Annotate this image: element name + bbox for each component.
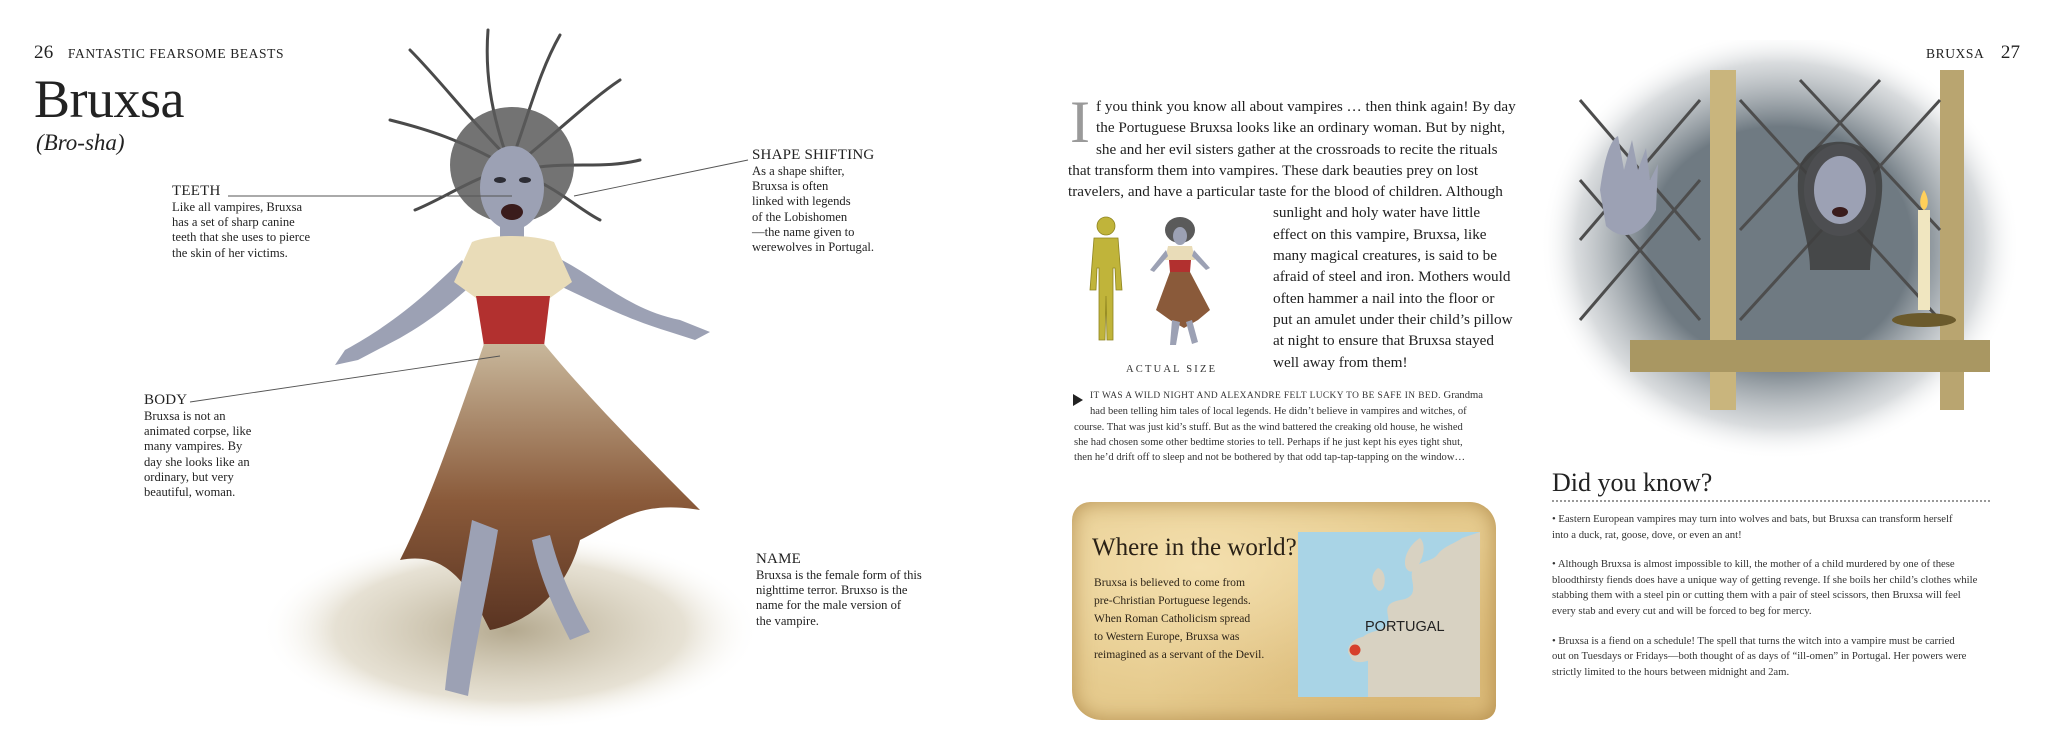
story-line: she had chosen some other bedtime stories to tell. Perhaps if he just kept his eyes tight shut, <box>1074 436 1463 448</box>
window-scene-illustration <box>1540 40 2020 470</box>
wiw-line: When Roman Catholicism spread <box>1094 612 1251 626</box>
size-comparison <box>1080 210 1240 360</box>
intro-line: f you think you know all about vampires … then think again! By day <box>1096 98 1516 115</box>
europe-map <box>1298 532 1480 697</box>
callout-shape-heading: SHAPE SHIFTING <box>752 147 875 163</box>
intro-line: she and her evil sisters gather at the crossroads to recite the rituals <box>1096 140 1498 158</box>
intro-line: many magical creatures, is said to be <box>1273 247 1497 265</box>
fact-line: • Eastern European vampires may turn into wolves and bats, but Bruxsa can transform herself <box>1552 513 1953 525</box>
page-number-right: 27 <box>2000 42 2021 63</box>
did-you-know-rule <box>1552 500 1990 502</box>
page-title: Bruxsa <box>34 69 184 129</box>
page-number-left: 26 <box>34 42 54 63</box>
intro-line: put an amulet under their child’s pillow <box>1273 310 1513 328</box>
intro-line: the Portuguese Bruxsa looks like an ordinary woman. But by night, <box>1096 119 1506 137</box>
candle-holder <box>1892 313 1956 327</box>
where-in-world-text <box>1094 574 1294 664</box>
window-sill <box>1630 340 1990 372</box>
story-lead-in: IT WAS A WILD NIGHT AND ALEXANDRE FELT LUCKY TO BE SAFE IN BED. <box>1090 391 1441 401</box>
human-silhouette <box>1090 217 1122 340</box>
wiw-line: pre-Christian Portuguese legends. <box>1094 594 1251 608</box>
intro-line: often hammer a nail into the floor or <box>1273 289 1495 307</box>
callout-name <box>756 551 956 629</box>
intro-line: at night to ensure that Bruxsa stayed <box>1273 332 1495 350</box>
running-head-left: FANTASTIC FEARSOME BEASTS <box>67 46 285 61</box>
fact-item <box>1552 512 2002 543</box>
callout-teeth-body: Like all vampires, Bruxsa has a set of sharp canine teeth that she uses to pierce the skin of her victims. <box>172 200 311 260</box>
where-in-world-title: Where in the world? <box>1092 534 1297 561</box>
fact-line: out on Tuesdays or Fridays—both thought of as days of “ill-omen” in Portugal. Her powers were <box>1552 650 1967 663</box>
callout-leader-lines <box>0 0 1000 752</box>
intro-line: afraid of steel and iron. Mothers would <box>1273 268 1511 286</box>
fact-line: every stab and every cut and will be forced to beg for mercy. <box>1552 604 1812 617</box>
callout-name-body: Bruxsa is the female form of this nighttime terror. Bruxso is the name for the male version of the vampire. <box>756 568 922 628</box>
callout-body-text: Bruxsa is not an animated corpse, like many vampires. By day she looks like an ordinary, but very beautiful, woman. <box>144 409 252 500</box>
fact-item <box>1552 557 2002 619</box>
story-line: course. That was just kid’s stuff. But as the wind battered the creaking old house, he wished <box>1074 421 1463 433</box>
wiw-line: Bruxsa is believed to come from <box>1094 576 1246 589</box>
intro-line: travelers, and have a particular taste for the blood of children. Although <box>1068 183 1503 201</box>
candle <box>1918 210 1930 310</box>
callout-teeth <box>172 183 352 261</box>
callout-body-heading: BODY <box>144 392 188 408</box>
window-mouth <box>1832 207 1848 217</box>
intro-line: that transform them into vampires. These dark beauties prey on lost <box>1068 161 1479 179</box>
portugal-location-dot <box>1350 645 1361 656</box>
did-you-know-list <box>1552 512 2002 680</box>
fact-line: • Although Bruxsa is almost impossible to kill, the mother of a child murdered by one of these <box>1552 558 1955 571</box>
intro-line: well away from them! <box>1273 353 1408 371</box>
fact-line: • Bruxsa is a fiend on a schedule! The spell that turns the witch into a vampire must be carried <box>1552 634 1955 647</box>
fact-line: stabbing them with a steel pin or cutting them with a pair of steel scissors, then Bruxsa will feel <box>1552 589 1961 602</box>
running-head-right: BRUXSA <box>1926 46 1985 61</box>
fact-line: into a duck, rat, goose, dove, or even an ant! <box>1552 528 1742 541</box>
callout-teeth-heading: TEETH <box>172 183 221 199</box>
wiw-line: reimagined as a servant of the Devil. <box>1094 648 1265 662</box>
story-paragraph <box>1074 388 1506 465</box>
callout-name-heading: NAME <box>756 551 801 567</box>
story-line: had been telling him tales of local legends. He didn’t believe in vampires and witches, of <box>1090 406 1467 418</box>
drop-cap: I <box>1070 89 1090 155</box>
callout-shape-shifting <box>752 147 942 255</box>
shape-leader <box>574 160 748 196</box>
story-line: then he’d drift off to sleep and not be bothered by that odd tap-tap-tapping on the window… <box>1074 452 1466 464</box>
bruxsa-miniature <box>1150 217 1210 345</box>
story-first-line-rest: Grandma <box>1440 390 1483 401</box>
intro-line: sunlight and holy water have little <box>1273 204 1481 222</box>
pronunciation: (Bro-sha) <box>36 130 125 155</box>
intro-line: effect on this vampire, Bruxsa, like <box>1273 225 1487 243</box>
portugal-map-label: PORTUGAL <box>1365 619 1445 635</box>
did-you-know-title: Did you know? <box>1552 468 1713 497</box>
callout-shape-body: As a shape shifter, Bruxsa is often linked with legends of the Lobishomen —the name given to werewolves in Portugal. <box>752 164 875 255</box>
fact-line: bloodthirsty fiends does have a unique way of getting revenge. If she boils her child’s clothes while <box>1552 573 1978 586</box>
wiw-line: to Western Europe, Bruxsa was <box>1094 630 1240 644</box>
actual-size-label: ACTUAL SIZE <box>1126 364 1218 375</box>
fact-line: strictly limited to the hours between midnight and 2am. <box>1552 665 1790 678</box>
callout-body <box>144 392 294 500</box>
fact-item <box>1552 634 2002 681</box>
